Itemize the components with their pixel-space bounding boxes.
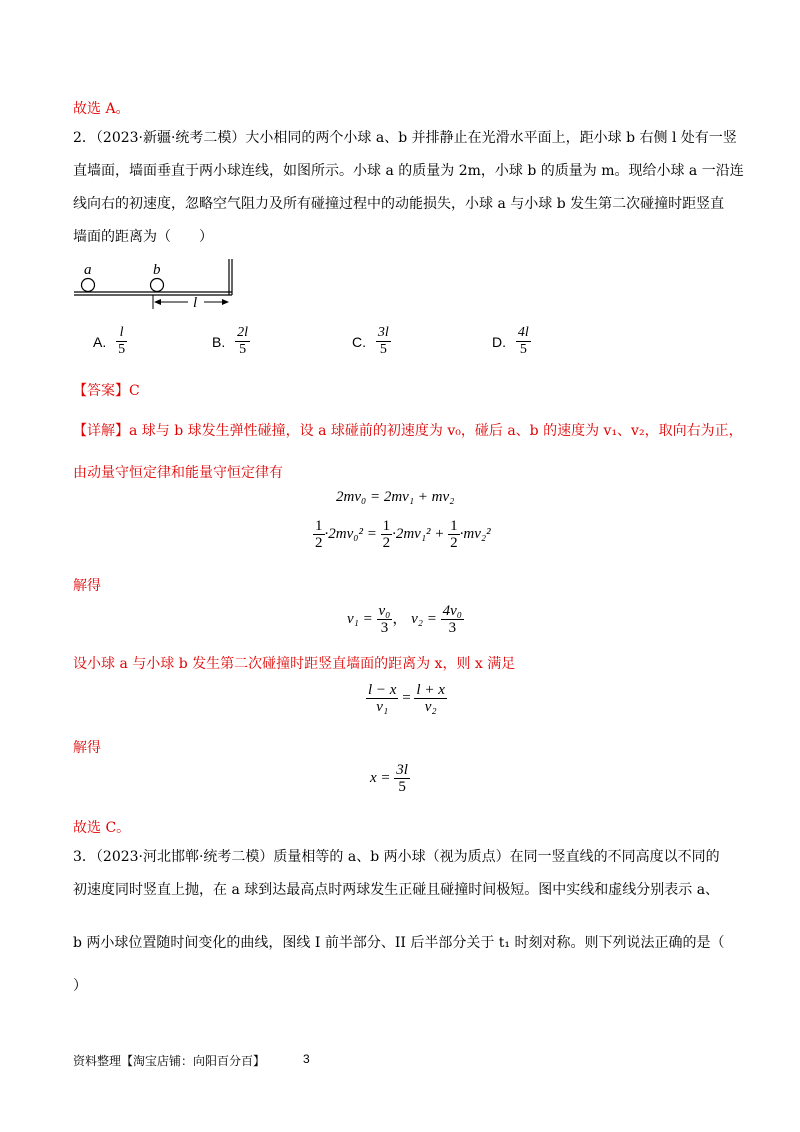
label-b: b (153, 262, 161, 278)
footer-source: 资料整理【淘宝店铺：向阳百分百】 (73, 1054, 266, 1068)
option-a-numerator: l (116, 325, 127, 342)
solve-label-1: 解得 (73, 578, 101, 594)
answer-line: 【答案】C (73, 383, 140, 399)
option-d-denominator: 5 (519, 342, 527, 357)
option-c-numerator: 3l (377, 325, 389, 340)
page-number: 3 (303, 1052, 310, 1066)
energy-term-3: ·mv₂² (459, 525, 491, 542)
v1-den: 3 (380, 620, 389, 636)
equation-distance (366, 682, 447, 715)
equation-energy (313, 518, 491, 551)
equation-momentum: 2mv₀ = 2mv₁ + mv₂ (336, 489, 455, 505)
option-b-label: B. (212, 333, 226, 350)
energy-term-2: ·2mv₁² + (392, 525, 445, 542)
option-d-numerator: 4l (517, 325, 529, 340)
option-c[interactable] (352, 325, 391, 358)
detail-line-1 (73, 420, 743, 440)
arrowhead-right (222, 299, 229, 305)
arrowhead-left (154, 299, 161, 305)
energy-frac-3-den: 2 (450, 535, 458, 551)
option-a-label: A. (93, 333, 107, 350)
energy-frac-1-den: 2 (315, 535, 323, 551)
result-lhs: x = (370, 769, 391, 786)
dist-equals: = (402, 689, 411, 706)
label-a: a (84, 262, 92, 278)
option-b-denominator: 5 (239, 342, 247, 357)
ball-a (82, 279, 95, 292)
final-answer: 故选 C。 (73, 820, 131, 836)
dist-left-num: l − x (368, 682, 397, 698)
dist-right-num: l + x (416, 682, 445, 698)
energy-frac-1-num: 1 (315, 518, 323, 534)
option-d-label: D. (492, 333, 506, 350)
q3-line-4: ） (73, 978, 87, 994)
v1-num: v₀ (378, 603, 391, 619)
q2-line-2: 直墙面，墙面垂直于两小球连线，如图所示。小球 a 的质量为 2m，小球 b 的质量为 m。现给小球 a 一沿连 (73, 163, 744, 179)
v2-num: 4v₀ (442, 603, 463, 619)
option-a[interactable] (93, 325, 127, 358)
q2-line-4: 墙面的距离为（ ） (73, 229, 213, 245)
energy-frac-3-num: 1 (450, 518, 458, 534)
dist-right-den: v₂ (424, 699, 437, 715)
previous-answer: 故选 A。 (73, 101, 130, 117)
q3-line-3: b 两小球位置随时间变化的曲线，图线 I 前半部分、II 后半部分关于 t₁ 时刻对称。则下列说法正确的是（ (73, 935, 725, 951)
result-num: 3l (396, 762, 408, 778)
solve-label-2: 解得 (73, 740, 101, 756)
option-a-denominator: 5 (118, 342, 126, 357)
option-b-numerator: 2l (237, 325, 249, 340)
equation-velocities (347, 603, 464, 636)
option-d[interactable] (492, 325, 531, 358)
energy-frac-2-num: 1 (382, 518, 391, 534)
result-den: 5 (398, 779, 406, 795)
detail-text: a 球与 b 球发生弹性碰撞，设 a 球碰前的初速度为 v₀，碰后 a、b 的速度为 v₁、v₂，取向右为正， (129, 423, 743, 439)
option-b[interactable] (212, 325, 250, 358)
v2-lhs: v₂ = (411, 610, 437, 627)
dist-left-den: v₁ (376, 699, 389, 715)
q3-line-2: 初速度同时竖直上抛，在 a 球到达最高点时两球发生正碰且碰撞时间极短。图中实线和虚线分别表示 a、 (73, 882, 720, 898)
detail-prefix: 【详解】 (73, 423, 129, 439)
v2-den: 3 (448, 620, 457, 636)
option-c-denominator: 5 (379, 342, 387, 357)
q3-line-1: 3．（2023·河北邯郸·统考二模）质量相等的 a、b 两小球（视为质点）在同一竖直线的不同高度以不同的 (73, 849, 720, 865)
v1-lhs: v₁ = (347, 610, 373, 627)
option-c-label: C. (352, 333, 366, 350)
equation-result (370, 762, 410, 795)
velocity-separator: ， (392, 610, 408, 627)
q2-line-1: 2．（2023·新疆·统考二模）大小相同的两个小球 a、b 并排静止在光滑水平面上，距小球 b 右侧 l 处有一竖 (73, 130, 737, 146)
label-l: l (193, 295, 198, 311)
energy-term-1: ·2mv₀² = (324, 525, 377, 542)
q2-figure (72, 255, 242, 315)
q2-line-3: 线向右的初速度，忽略空气阻力及所有碰撞过程中的动能损失，小球 a 与小球 b 发生第二次碰撞时距竖直 (73, 196, 725, 212)
detail-line-2: 由动量守恒定律和能量守恒定律有 (73, 465, 283, 481)
set-x-line: 设小球 a 与小球 b 发生第二次碰撞时距竖直墙面的距离为 x，则 x 满足 (73, 656, 516, 672)
energy-frac-2-den: 2 (382, 535, 391, 551)
ball-b (151, 279, 164, 292)
